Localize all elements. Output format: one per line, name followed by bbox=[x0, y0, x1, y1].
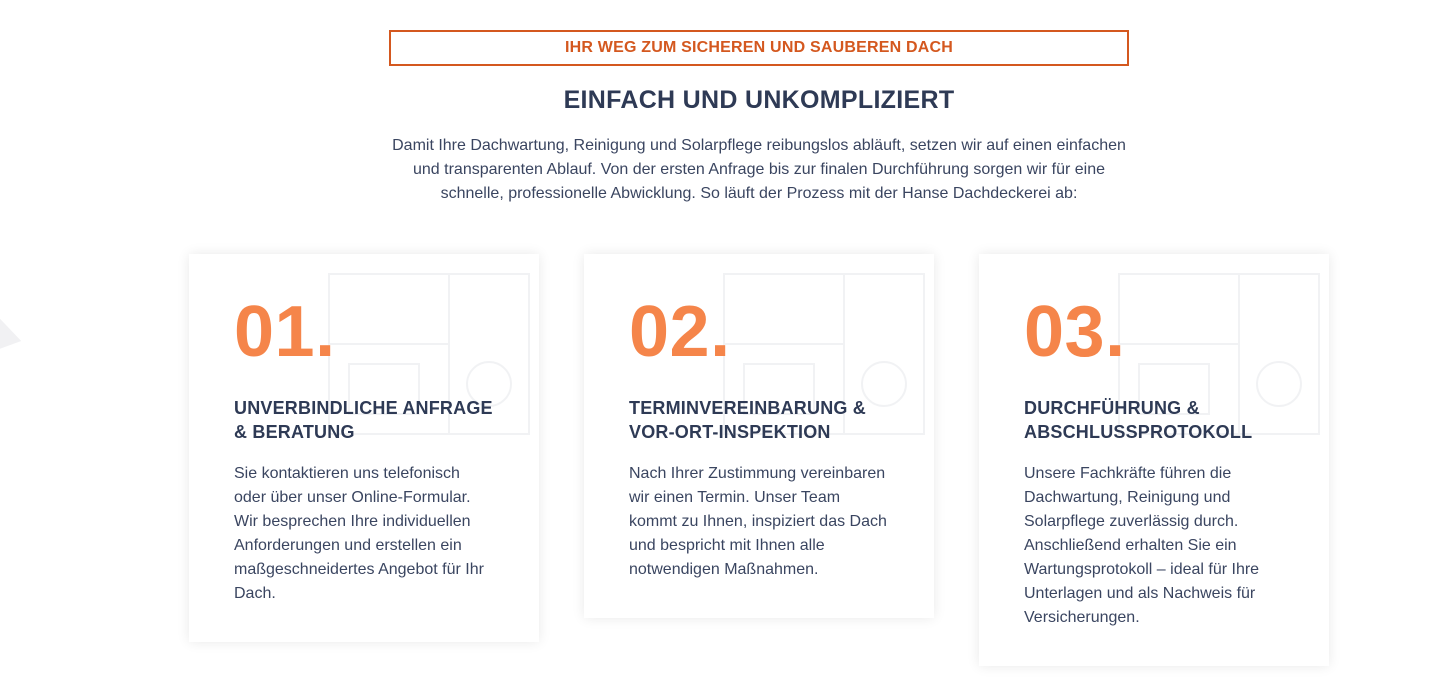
step-description: Sie kontaktieren uns telefonisch oder über unser Online-Formular. Wir besprechen Ihre individuellen Anforderungen und erstellen ein maßgeschneidertes Angebot für Ihr Dach. bbox=[234, 465, 484, 602]
step-number: 01. bbox=[234, 292, 336, 372]
step-card-3 bbox=[979, 254, 1329, 666]
step-title: DURCHFÜHRUNG & ABSCHLUSSPROTOKOLL bbox=[1024, 398, 1253, 442]
step-title: TERMINVEREINBARUNG & VOR-ORT-INSPEKTION bbox=[629, 398, 867, 442]
step-number: 02. bbox=[629, 292, 731, 372]
section-intro: Damit Ihre Dachwartung, Reinigung und Solarpflege reibungslos abläuft, setzen wir auf einen einfachen und transparenten Ablauf. Von der ersten Anfrage bis zur finalen Durchführung sorgen wir für eine schnelle, professionelle Abwicklung. So läuft der Prozess mit der Hanse Dachdeckerei ab: bbox=[392, 137, 1126, 202]
section-eyebrow-box bbox=[389, 30, 1129, 66]
decorative-shape bbox=[0, 294, 21, 356]
step-title: UNVERBINDLICHE ANFRAGE & BERATUNG bbox=[234, 398, 493, 442]
section-eyebrow: IHR WEG ZUM SICHEREN UND SAUBEREN DACH bbox=[564, 39, 954, 56]
step-description: Nach Ihrer Zustimmung vereinbaren wir einen Termin. Unser Team kommt zu Ihnen, inspiziert das Dach und bespricht mit Ihnen alle notwendigen Maßnahmen. bbox=[629, 465, 887, 578]
section-title: EINFACH UND UNKOMPLIZIERT bbox=[563, 86, 955, 114]
step-card-2 bbox=[584, 254, 934, 618]
step-card-1 bbox=[189, 254, 539, 642]
step-description: Unsere Fachkräfte führen die Dachwartung, Reinigung und Solarpflege zuverlässig durch. Anschließend erhalten Sie ein Wartungsprotokoll – ideal für Ihre Unterlagen und als Nachweis für Versicherungen. bbox=[1024, 465, 1260, 626]
step-number: 03. bbox=[1024, 292, 1126, 372]
